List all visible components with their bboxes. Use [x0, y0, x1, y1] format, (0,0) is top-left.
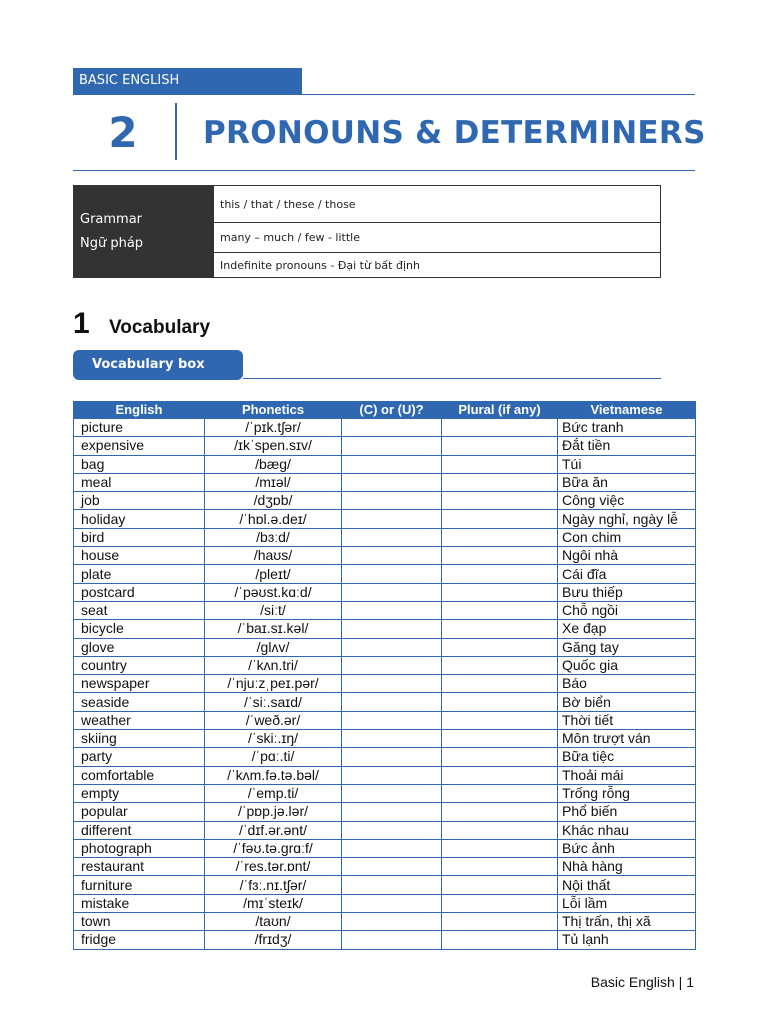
word-english: house [74, 547, 205, 565]
word-plural [442, 876, 558, 894]
table-row [74, 528, 696, 546]
word-countability [342, 766, 442, 784]
grammar-item: Indefinite pronouns - Đại từ bất định [214, 253, 661, 278]
word-countability [342, 510, 442, 528]
word-plural [442, 638, 558, 656]
word-vietnamese: Thoải mái [558, 766, 696, 784]
grammar-label-en: Grammar [80, 211, 143, 227]
word-plural [442, 766, 558, 784]
word-vietnamese: Ngôi nhà [558, 547, 696, 565]
table-row [74, 711, 696, 729]
vocabulary-table [73, 401, 696, 950]
word-phonetics: /ˈfɜː.nɪ.tʃər/ [205, 876, 342, 894]
word-phonetics: /ˈres.tər.ɒnt/ [205, 858, 342, 876]
word-phonetics: /ˈweð.ər/ [205, 711, 342, 729]
col-header-countability: (C) or (U)? [342, 402, 442, 419]
word-phonetics: /ˈpɑː.ti/ [205, 748, 342, 766]
word-countability [342, 803, 442, 821]
word-countability [342, 913, 442, 931]
word-vietnamese: Bưu thiếp [558, 583, 696, 601]
word-countability [342, 675, 442, 693]
word-phonetics: /mɪəl/ [205, 473, 342, 491]
word-plural [442, 784, 558, 802]
col-header-plural: Plural (if any) [442, 402, 558, 419]
table-row [74, 565, 696, 583]
word-vietnamese: Bức tranh [558, 419, 696, 437]
table-row [74, 675, 696, 693]
word-english: empty [74, 784, 205, 802]
word-phonetics: /siːt/ [205, 601, 342, 619]
table-row [74, 583, 696, 601]
word-countability [342, 730, 442, 748]
word-countability [342, 821, 442, 839]
table-row [74, 839, 696, 857]
word-countability [342, 547, 442, 565]
word-vietnamese: Túi [558, 455, 696, 473]
word-plural [442, 437, 558, 455]
word-vietnamese: Phổ biến [558, 803, 696, 821]
word-countability [342, 858, 442, 876]
chapter-title: PRONOUNS & DETERMINERS [203, 115, 706, 151]
word-english: mistake [74, 894, 205, 912]
word-vietnamese: Tủ lạnh [558, 931, 696, 949]
word-english: comfortable [74, 766, 205, 784]
table-row [74, 455, 696, 473]
word-vietnamese: Môn trượt ván [558, 730, 696, 748]
word-english: country [74, 656, 205, 674]
word-countability [342, 473, 442, 491]
table-row [74, 748, 696, 766]
word-countability [342, 601, 442, 619]
grammar-item: this / that / these / those [214, 186, 661, 223]
word-countability [342, 656, 442, 674]
word-phonetics: /ˈkʌn.tri/ [205, 656, 342, 674]
word-english: plate [74, 565, 205, 583]
word-english: newspaper [74, 675, 205, 693]
word-phonetics: /ˈskiː.ɪŋ/ [205, 730, 342, 748]
word-english: seaside [74, 693, 205, 711]
word-countability [342, 583, 442, 601]
word-english: bicycle [74, 620, 205, 638]
table-row [74, 803, 696, 821]
word-vietnamese: Găng tay [558, 638, 696, 656]
table-row [74, 858, 696, 876]
word-plural [442, 528, 558, 546]
word-english: different [74, 821, 205, 839]
word-english: bird [74, 528, 205, 546]
word-vietnamese: Báo [558, 675, 696, 693]
word-phonetics: /ˈkʌm.fə.tə.bəl/ [205, 766, 342, 784]
word-countability [342, 784, 442, 802]
col-header-english: English [74, 402, 205, 419]
word-phonetics: /pleɪt/ [205, 565, 342, 583]
word-english: bag [74, 455, 205, 473]
word-english: photograph [74, 839, 205, 857]
word-phonetics: /bɜːd/ [205, 528, 342, 546]
word-plural [442, 858, 558, 876]
section-title: Vocabulary [109, 317, 211, 338]
word-vietnamese: Lỗi lầm [558, 894, 696, 912]
word-plural [442, 455, 558, 473]
word-phonetics: /ˈfəʊ.tə.ɡrɑːf/ [205, 839, 342, 857]
word-vietnamese: Bữa ăn [558, 473, 696, 491]
page-footer: Basic English | 1 [590, 974, 694, 990]
word-plural [442, 656, 558, 674]
vocabulary-box-rule [243, 378, 661, 379]
table-row [74, 473, 696, 491]
word-plural [442, 510, 558, 528]
word-plural [442, 839, 558, 857]
word-english: meal [74, 473, 205, 491]
word-countability [342, 565, 442, 583]
word-plural [442, 730, 558, 748]
word-phonetics: /bæɡ/ [205, 455, 342, 473]
table-row [74, 894, 696, 912]
table-row [74, 821, 696, 839]
table-row [74, 601, 696, 619]
table-row [74, 766, 696, 784]
grammar-label [74, 186, 214, 278]
word-countability [342, 839, 442, 857]
word-plural [442, 693, 558, 711]
word-phonetics: /dʒɒb/ [205, 492, 342, 510]
table-row [74, 693, 696, 711]
table-row [74, 437, 696, 455]
word-phonetics: /ɡlʌv/ [205, 638, 342, 656]
word-plural [442, 748, 558, 766]
word-english: popular [74, 803, 205, 821]
word-countability [342, 693, 442, 711]
word-plural [442, 565, 558, 583]
word-english: seat [74, 601, 205, 619]
word-vietnamese: Công việc [558, 492, 696, 510]
word-english: fridge [74, 931, 205, 949]
word-english: restaurant [74, 858, 205, 876]
word-vietnamese: Bức ảnh [558, 839, 696, 857]
word-english: party [74, 748, 205, 766]
header-top-rule [73, 94, 695, 95]
word-english: furniture [74, 876, 205, 894]
word-plural [442, 473, 558, 491]
word-phonetics: /ˈbaɪ.sɪ.kəl/ [205, 620, 342, 638]
word-phonetics: /ˈhɒl.ə.deɪ/ [205, 510, 342, 528]
word-vietnamese: Cái đĩa [558, 565, 696, 583]
grammar-item: many – much / few - little [214, 223, 661, 253]
word-countability [342, 711, 442, 729]
word-vietnamese: Con chim [558, 528, 696, 546]
table-row [74, 913, 696, 931]
word-english: picture [74, 419, 205, 437]
word-phonetics: /taʊn/ [205, 913, 342, 931]
word-countability [342, 437, 442, 455]
table-row [74, 419, 696, 437]
word-english: postcard [74, 583, 205, 601]
word-plural [442, 492, 558, 510]
word-english: skiing [74, 730, 205, 748]
word-english: glove [74, 638, 205, 656]
word-vietnamese: Quốc gia [558, 656, 696, 674]
word-plural [442, 583, 558, 601]
word-countability [342, 455, 442, 473]
word-vietnamese: Xe đạp [558, 620, 696, 638]
table-row [74, 510, 696, 528]
table-row [74, 638, 696, 656]
word-vietnamese: Khác nhau [558, 821, 696, 839]
word-countability [342, 931, 442, 949]
word-vietnamese: Thời tiết [558, 711, 696, 729]
word-plural [442, 803, 558, 821]
table-row [74, 547, 696, 565]
word-phonetics: /mɪˈsteɪk/ [205, 894, 342, 912]
word-vietnamese: Ngày nghỉ, ngày lễ [558, 510, 696, 528]
table-row [74, 730, 696, 748]
word-english: weather [74, 711, 205, 729]
word-phonetics: /ˈdɪf.ər.ənt/ [205, 821, 342, 839]
chapter-divider [175, 103, 177, 160]
table-row [74, 620, 696, 638]
col-header-phonetics: Phonetics [205, 402, 342, 419]
word-english: expensive [74, 437, 205, 455]
word-plural [442, 675, 558, 693]
chapter-number: 2 [108, 108, 138, 157]
word-vietnamese: Bờ biển [558, 693, 696, 711]
word-phonetics: /frɪdʒ/ [205, 931, 342, 949]
word-plural [442, 913, 558, 931]
section-number: 1 [73, 307, 90, 340]
word-plural [442, 821, 558, 839]
table-row [74, 656, 696, 674]
table-row [74, 784, 696, 802]
word-phonetics: /haʊs/ [205, 547, 342, 565]
vocabulary-header-row [74, 402, 696, 419]
word-plural [442, 894, 558, 912]
grammar-label-vn: Ngữ pháp [80, 235, 144, 251]
word-countability [342, 894, 442, 912]
word-english: holiday [74, 510, 205, 528]
grammar-table [73, 185, 661, 278]
book-tag: BASIC ENGLISH [73, 68, 302, 94]
word-phonetics: /ˈpəʊst.kɑːd/ [205, 583, 342, 601]
word-countability [342, 492, 442, 510]
word-phonetics: /ɪkˈspen.sɪv/ [205, 437, 342, 455]
word-vietnamese: Trống rỗng [558, 784, 696, 802]
col-header-vietnamese: Vietnamese [558, 402, 696, 419]
word-plural [442, 711, 558, 729]
word-phonetics: /ˈsiː.saɪd/ [205, 693, 342, 711]
header-bottom-rule [73, 170, 695, 171]
word-vietnamese: Chỗ ngồi [558, 601, 696, 619]
word-vietnamese: Đắt tiền [558, 437, 696, 455]
word-english: town [74, 913, 205, 931]
word-countability [342, 620, 442, 638]
word-phonetics: /ˈnjuːzˌpeɪ.pər/ [205, 675, 342, 693]
word-phonetics: /ˈemp.ti/ [205, 784, 342, 802]
word-countability [342, 528, 442, 546]
word-plural [442, 620, 558, 638]
word-phonetics: /ˈpɪk.tʃər/ [205, 419, 342, 437]
word-vietnamese: Nội thất [558, 876, 696, 894]
word-countability [342, 638, 442, 656]
word-plural [442, 419, 558, 437]
table-row [74, 931, 696, 949]
word-plural [442, 931, 558, 949]
word-vietnamese: Thị trấn, thị xã [558, 913, 696, 931]
word-countability [342, 748, 442, 766]
word-plural [442, 547, 558, 565]
word-plural [442, 601, 558, 619]
word-vietnamese: Nhà hàng [558, 858, 696, 876]
word-countability [342, 419, 442, 437]
word-vietnamese: Bữa tiệc [558, 748, 696, 766]
table-row [74, 876, 696, 894]
table-row [74, 492, 696, 510]
vocabulary-box-label: Vocabulary box [73, 350, 243, 380]
word-phonetics: /ˈpɒp.jə.lər/ [205, 803, 342, 821]
word-english: job [74, 492, 205, 510]
word-countability [342, 876, 442, 894]
